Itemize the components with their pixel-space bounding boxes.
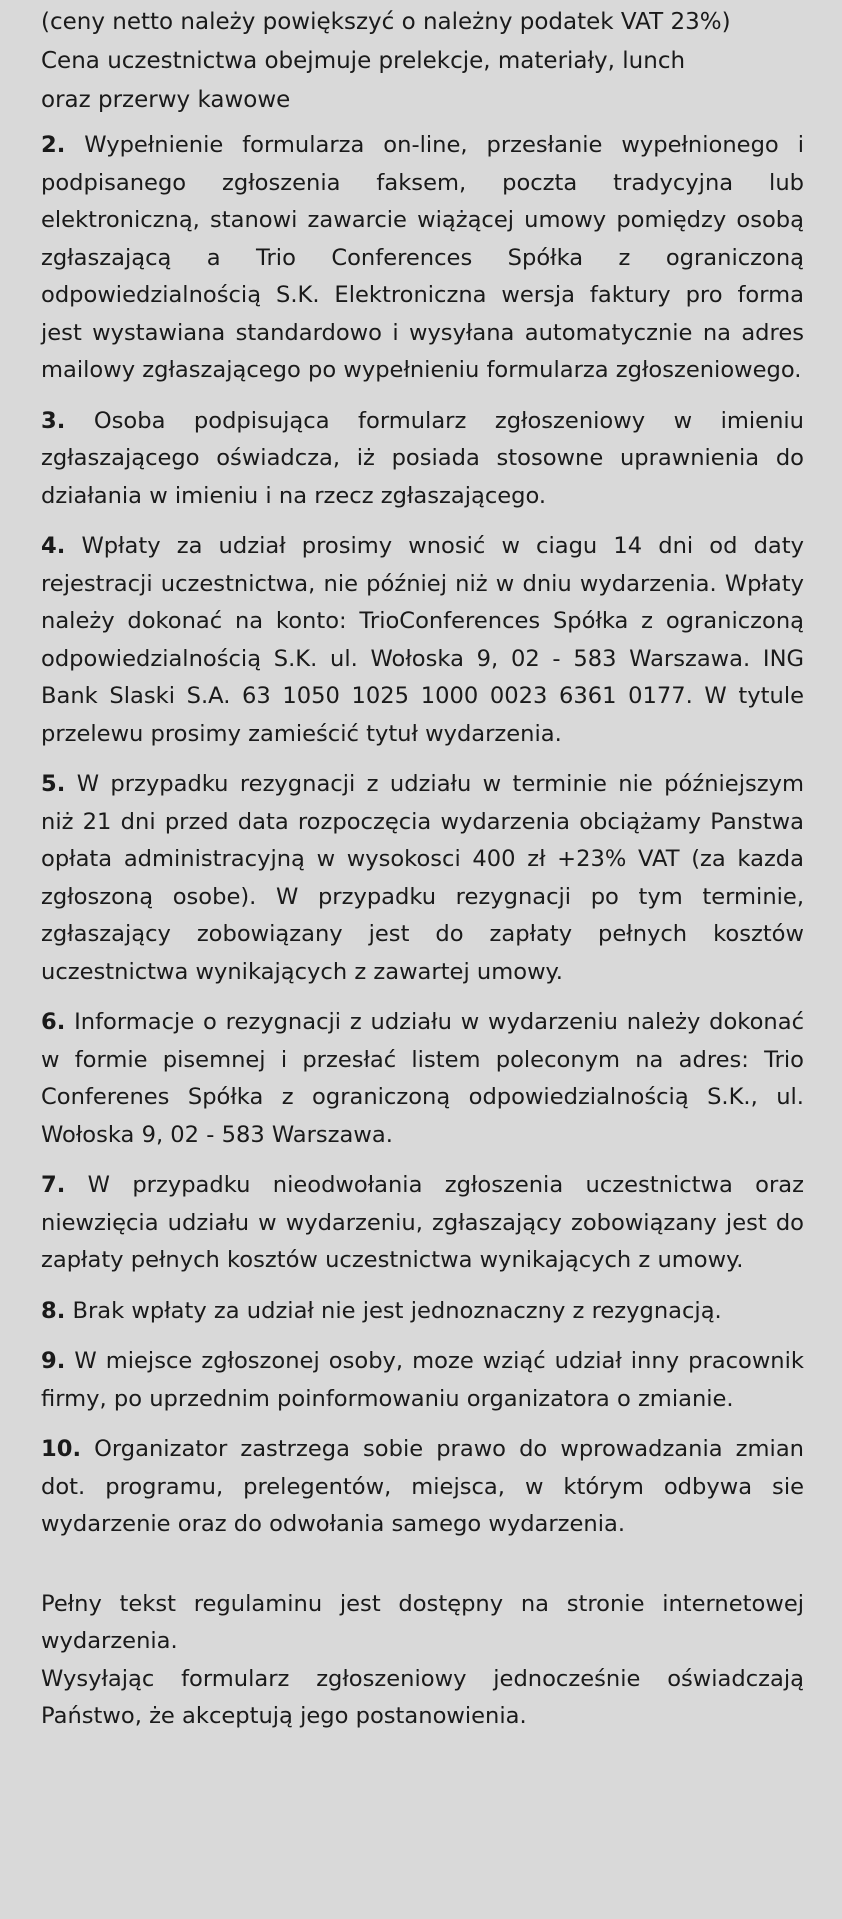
clause-2 bbox=[41, 127, 804, 390]
clause-4 bbox=[41, 528, 804, 753]
clause-6 bbox=[41, 1004, 804, 1154]
terms-clauses bbox=[41, 127, 804, 1544]
clause-text: W przypadku rezygnacji z udziału w terminie nie późniejszym niż 21 dni przed data rozpoczęcia wydarzenia obciążamy Panstwa opłata administracyjną w wysokosci 400 zł +23% VAT (za kazda zgłoszoną osobe). W przypadku rezygnacji po tym terminie, zgłaszający zobowiązany jest do zapłaty pełnych kosztów uczestnictwa wynikających z zawartej umowy. bbox=[41, 771, 804, 985]
price-includes-line-2: oraz przerwy kawowe bbox=[41, 87, 291, 113]
clause-3 bbox=[41, 403, 804, 516]
price-info bbox=[41, 0, 804, 119]
clause-number: 5. bbox=[41, 771, 66, 797]
clause-text: W miejsce zgłoszonej osoby, moze wziąć udział inny pracownik firmy, po uprzednim poinformowaniu organizatora o zmianie. bbox=[41, 1348, 804, 1412]
vat-note: (ceny netto należy powiększyć o należny podatek VAT 23%) bbox=[41, 9, 731, 35]
clause-8 bbox=[41, 1293, 804, 1331]
clause-number: 3. bbox=[41, 407, 66, 434]
terms-footer bbox=[41, 1586, 804, 1736]
full-text-note: Pełny tekst regulaminu jest dostępny na stronie internetowej wydarzenia. bbox=[41, 1590, 804, 1654]
clause-text: Osoba podpisująca formularz zgłoszeniowy w imieniu zgłaszającego oświadcza, iż posiada stosowne uprawnienia do działania w imieniu i na rzecz zgłaszającego. bbox=[41, 407, 804, 509]
clause-10 bbox=[41, 1431, 804, 1544]
clause-text: Organizator zastrzega sobie prawo do wprowadzania zmian dot. programu, prelegentów, miejsca, w którym odbywa sie wydarzenie oraz do odwołania samego wydarzenia. bbox=[41, 1436, 804, 1537]
clause-5 bbox=[41, 766, 804, 991]
clause-text: Wpłaty za udział prosimy wnosić w ciagu 14 dni od daty rejestracji uczestnictwa, nie później niż w dniu wydarzenia. Wpłaty należy dokonać na konto: TrioConferences Spółka z ograniczoną odpowiedzialnością S.K. ul. Wołoska 9, 02 - 583 Warszawa. ING Bank Slaski S.A. 63 1050 1025 1000 0023 6361 0177. W tytule przelewu prosimy zamieścić tytuł wydarzenia. bbox=[41, 533, 804, 747]
clause-text: W przypadku nieodwołania zgłoszenia uczestnictwa oraz niewzięcia udziału w wydarzeniu, zgłaszający zobowiązany jest do zapłaty pełnych kosztów uczestnictwa wynikających z umowy. bbox=[41, 1172, 805, 1273]
clause-7 bbox=[41, 1167, 804, 1280]
acceptance-note: Wysyłając formularz zgłoszeniowy jednocześnie oświadczają Państwo, że akceptują jego postanowienia. bbox=[41, 1665, 804, 1729]
clause-number: 2. bbox=[41, 132, 66, 158]
clause-number: 10. bbox=[41, 1436, 82, 1462]
terms-document bbox=[41, 0, 804, 1736]
clause-text: Brak wpłaty za udział nie jest jednoznaczny z rezygnacją. bbox=[72, 1297, 722, 1324]
clause-number: 9. bbox=[41, 1348, 66, 1374]
clause-number: 4. bbox=[41, 533, 66, 559]
clause-number: 6. bbox=[41, 1009, 66, 1035]
clause-text: Informacje o rezygnacji z udziału w wydarzeniu należy dokonać w formie pisemnej i przesłać listem poleconym na adres: Trio Conferenes Spółka z ograniczoną odpowiedzialnością S.K., ul. Wołoska 9, 02 - 583 Warszawa. bbox=[41, 1009, 804, 1148]
price-includes-line-1: Cena uczestnictwa obejmuje prelekcje, materiały, lunch bbox=[41, 48, 686, 74]
clause-9 bbox=[41, 1343, 804, 1418]
clause-text: Wypełnienie formularza on-line, przesłanie wypełnionego i podpisanego zgłoszenia faksem, poczta tradycyjna lub elektroniczną, stanowi zawarcie wiążącej umowy pomiędzy osobą zgłaszającą a Trio Conferences Spółka z ograniczoną odpowiedzialnością S.K. Elektroniczna wersja faktury pro forma jest wystawiana standardowo i wysyłana automatycznie na adres mailowy zgłaszającego po wypełnieniu formularza zgłoszeniowego. bbox=[41, 132, 804, 383]
clause-number: 8. bbox=[41, 1297, 66, 1324]
clause-number: 7. bbox=[41, 1172, 66, 1198]
